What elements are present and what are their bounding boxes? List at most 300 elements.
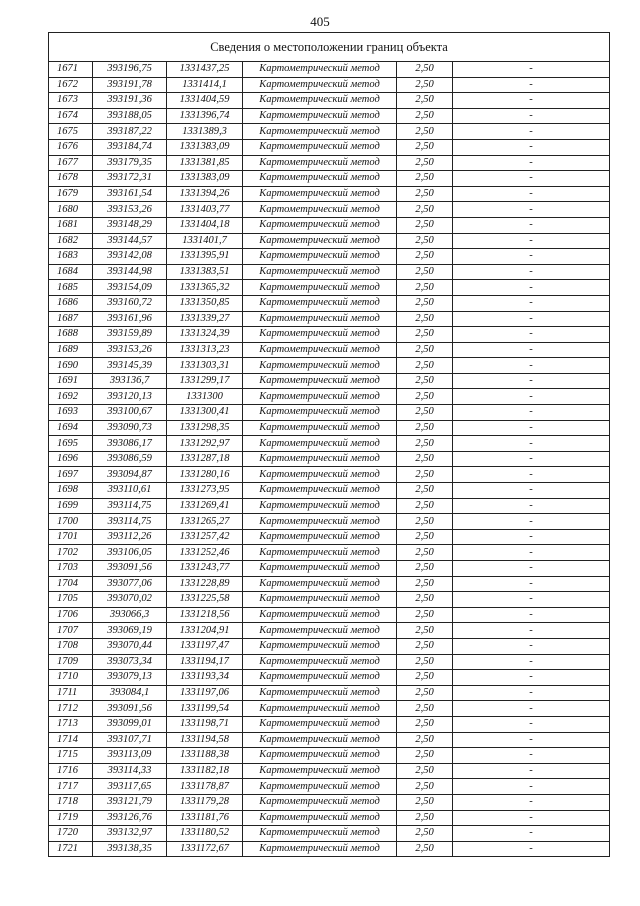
description-cell: - xyxy=(453,420,610,436)
accuracy-cell: 2,50 xyxy=(397,77,453,93)
method-cell: Картометрический метод xyxy=(243,373,397,389)
table-row xyxy=(49,841,610,857)
accuracy-cell: 2,50 xyxy=(397,810,453,826)
method-cell: Картометрический метод xyxy=(243,670,397,686)
accuracy-cell: 2,50 xyxy=(397,420,453,436)
description-cell: - xyxy=(453,654,610,670)
accuracy-cell: 2,50 xyxy=(397,670,453,686)
method-cell: Картометрический метод xyxy=(243,280,397,296)
point-number-cell: 1682 xyxy=(49,233,93,249)
x-coordinate-cell: 393112,26 xyxy=(93,529,167,545)
x-coordinate-cell: 393136,7 xyxy=(93,373,167,389)
table-row xyxy=(49,576,610,592)
accuracy-cell: 2,50 xyxy=(397,529,453,545)
method-cell: Картометрический метод xyxy=(243,358,397,374)
table-row xyxy=(49,670,610,686)
description-cell: - xyxy=(453,186,610,202)
y-coordinate-cell: 1331280,16 xyxy=(167,467,243,483)
description-cell: - xyxy=(453,529,610,545)
method-cell: Картометрический метод xyxy=(243,327,397,343)
accuracy-cell: 2,50 xyxy=(397,607,453,623)
point-number-cell: 1709 xyxy=(49,654,93,670)
table-row xyxy=(49,826,610,842)
y-coordinate-cell: 1331350,85 xyxy=(167,295,243,311)
method-cell: Картометрический метод xyxy=(243,171,397,187)
x-coordinate-cell: 393172,31 xyxy=(93,171,167,187)
accuracy-cell: 2,50 xyxy=(397,451,453,467)
y-coordinate-cell: 1331179,28 xyxy=(167,794,243,810)
description-cell: - xyxy=(453,389,610,405)
table-row xyxy=(49,217,610,233)
table-body xyxy=(49,62,610,857)
table-row xyxy=(49,264,610,280)
description-cell: - xyxy=(453,716,610,732)
table-row xyxy=(49,93,610,109)
accuracy-cell: 2,50 xyxy=(397,342,453,358)
table-row xyxy=(49,436,610,452)
method-cell: Картометрический метод xyxy=(243,623,397,639)
y-coordinate-cell: 1331194,58 xyxy=(167,732,243,748)
x-coordinate-cell: 393191,78 xyxy=(93,77,167,93)
accuracy-cell: 2,50 xyxy=(397,467,453,483)
table-title-row xyxy=(49,33,610,62)
y-coordinate-cell: 1331257,42 xyxy=(167,529,243,545)
table-row xyxy=(49,794,610,810)
accuracy-cell: 2,50 xyxy=(397,389,453,405)
table-row xyxy=(49,327,610,343)
x-coordinate-cell: 393117,65 xyxy=(93,779,167,795)
y-coordinate-cell: 1331299,17 xyxy=(167,373,243,389)
accuracy-cell: 2,50 xyxy=(397,732,453,748)
description-cell: - xyxy=(453,576,610,592)
method-cell: Картометрический метод xyxy=(243,592,397,608)
table-row xyxy=(49,280,610,296)
accuracy-cell: 2,50 xyxy=(397,358,453,374)
description-cell: - xyxy=(453,483,610,499)
point-number-cell: 1717 xyxy=(49,779,93,795)
accuracy-cell: 2,50 xyxy=(397,373,453,389)
method-cell: Картометрический метод xyxy=(243,638,397,654)
description-cell: - xyxy=(453,498,610,514)
y-coordinate-cell: 1331437,25 xyxy=(167,62,243,78)
y-coordinate-cell: 1331204,91 xyxy=(167,623,243,639)
x-coordinate-cell: 393086,59 xyxy=(93,451,167,467)
table-row xyxy=(49,467,610,483)
description-cell: - xyxy=(453,545,610,561)
accuracy-cell: 2,50 xyxy=(397,186,453,202)
method-cell: Картометрический метод xyxy=(243,779,397,795)
accuracy-cell: 2,50 xyxy=(397,311,453,327)
point-number-cell: 1703 xyxy=(49,561,93,577)
description-cell: - xyxy=(453,77,610,93)
description-cell: - xyxy=(453,685,610,701)
x-coordinate-cell: 393090,73 xyxy=(93,420,167,436)
table-row xyxy=(49,202,610,218)
x-coordinate-cell: 393144,57 xyxy=(93,233,167,249)
method-cell: Картометрический метод xyxy=(243,77,397,93)
y-coordinate-cell: 1331365,32 xyxy=(167,280,243,296)
x-coordinate-cell: 393070,44 xyxy=(93,638,167,654)
point-number-cell: 1693 xyxy=(49,405,93,421)
description-cell: - xyxy=(453,514,610,530)
accuracy-cell: 2,50 xyxy=(397,171,453,187)
y-coordinate-cell: 1331265,27 xyxy=(167,514,243,530)
y-coordinate-cell: 1331178,87 xyxy=(167,779,243,795)
x-coordinate-cell: 393132,97 xyxy=(93,826,167,842)
accuracy-cell: 2,50 xyxy=(397,202,453,218)
method-cell: Картометрический метод xyxy=(243,529,397,545)
table-row xyxy=(49,405,610,421)
y-coordinate-cell: 1331324,39 xyxy=(167,327,243,343)
description-cell: - xyxy=(453,62,610,78)
table-row xyxy=(49,358,610,374)
method-cell: Картометрический метод xyxy=(243,139,397,155)
table-row xyxy=(49,233,610,249)
x-coordinate-cell: 393187,22 xyxy=(93,124,167,140)
y-coordinate-cell: 1331287,18 xyxy=(167,451,243,467)
y-coordinate-cell: 1331339,27 xyxy=(167,311,243,327)
x-coordinate-cell: 393188,05 xyxy=(93,108,167,124)
y-coordinate-cell: 1331404,59 xyxy=(167,93,243,109)
table-row xyxy=(49,62,610,78)
method-cell: Картометрический метод xyxy=(243,389,397,405)
description-cell: - xyxy=(453,467,610,483)
table-row xyxy=(49,483,610,499)
method-cell: Картометрический метод xyxy=(243,436,397,452)
point-number-cell: 1683 xyxy=(49,249,93,265)
accuracy-cell: 2,50 xyxy=(397,280,453,296)
description-cell: - xyxy=(453,202,610,218)
table-row xyxy=(49,373,610,389)
table-row xyxy=(49,810,610,826)
x-coordinate-cell: 393144,98 xyxy=(93,264,167,280)
method-cell: Картометрический метод xyxy=(243,233,397,249)
point-number-cell: 1695 xyxy=(49,436,93,452)
method-cell: Картометрический метод xyxy=(243,420,397,436)
x-coordinate-cell: 393069,19 xyxy=(93,623,167,639)
method-cell: Картометрический метод xyxy=(243,607,397,623)
description-cell: - xyxy=(453,124,610,140)
point-number-cell: 1692 xyxy=(49,389,93,405)
accuracy-cell: 2,50 xyxy=(397,217,453,233)
y-coordinate-cell: 1331313,23 xyxy=(167,342,243,358)
y-coordinate-cell: 1331198,71 xyxy=(167,716,243,732)
table-row xyxy=(49,732,610,748)
table-row xyxy=(49,124,610,140)
accuracy-cell: 2,50 xyxy=(397,592,453,608)
point-number-cell: 1696 xyxy=(49,451,93,467)
accuracy-cell: 2,50 xyxy=(397,327,453,343)
method-cell: Картометрический метод xyxy=(243,217,397,233)
table-row xyxy=(49,389,610,405)
boundary-coordinates-table xyxy=(48,32,610,857)
x-coordinate-cell: 393073,34 xyxy=(93,654,167,670)
table-row xyxy=(49,545,610,561)
x-coordinate-cell: 393077,06 xyxy=(93,576,167,592)
y-coordinate-cell: 1331403,77 xyxy=(167,202,243,218)
point-number-cell: 1684 xyxy=(49,264,93,280)
description-cell: - xyxy=(453,623,610,639)
point-number-cell: 1719 xyxy=(49,810,93,826)
point-number-cell: 1712 xyxy=(49,701,93,717)
table-row xyxy=(49,638,610,654)
x-coordinate-cell: 393107,71 xyxy=(93,732,167,748)
method-cell: Картометрический метод xyxy=(243,249,397,265)
method-cell: Картометрический метод xyxy=(243,483,397,499)
method-cell: Картометрический метод xyxy=(243,810,397,826)
point-number-cell: 1677 xyxy=(49,155,93,171)
method-cell: Картометрический метод xyxy=(243,451,397,467)
accuracy-cell: 2,50 xyxy=(397,701,453,717)
method-cell: Картометрический метод xyxy=(243,514,397,530)
x-coordinate-cell: 393114,33 xyxy=(93,763,167,779)
accuracy-cell: 2,50 xyxy=(397,155,453,171)
point-number-cell: 1694 xyxy=(49,420,93,436)
y-coordinate-cell: 1331182,18 xyxy=(167,763,243,779)
point-number-cell: 1688 xyxy=(49,327,93,343)
point-number-cell: 1708 xyxy=(49,638,93,654)
y-coordinate-cell: 1331172,67 xyxy=(167,841,243,857)
method-cell: Картометрический метод xyxy=(243,311,397,327)
description-cell: - xyxy=(453,638,610,654)
y-coordinate-cell: 1331394,26 xyxy=(167,186,243,202)
x-coordinate-cell: 393121,79 xyxy=(93,794,167,810)
table-row xyxy=(49,420,610,436)
table-row xyxy=(49,779,610,795)
accuracy-cell: 2,50 xyxy=(397,794,453,810)
y-coordinate-cell: 1331252,46 xyxy=(167,545,243,561)
description-cell: - xyxy=(453,592,610,608)
description-cell: - xyxy=(453,327,610,343)
accuracy-cell: 2,50 xyxy=(397,436,453,452)
table-row xyxy=(49,514,610,530)
x-coordinate-cell: 393184,74 xyxy=(93,139,167,155)
y-coordinate-cell: 1331273,95 xyxy=(167,483,243,499)
table-row xyxy=(49,529,610,545)
accuracy-cell: 2,50 xyxy=(397,748,453,764)
description-cell: - xyxy=(453,295,610,311)
description-cell: - xyxy=(453,405,610,421)
point-number-cell: 1704 xyxy=(49,576,93,592)
point-number-cell: 1686 xyxy=(49,295,93,311)
description-cell: - xyxy=(453,841,610,857)
table-row xyxy=(49,155,610,171)
method-cell: Картометрический метод xyxy=(243,654,397,670)
method-cell: Картометрический метод xyxy=(243,264,397,280)
y-coordinate-cell: 1331383,09 xyxy=(167,139,243,155)
y-coordinate-cell: 1331197,06 xyxy=(167,685,243,701)
table-row xyxy=(49,249,610,265)
method-cell: Картометрический метод xyxy=(243,62,397,78)
y-coordinate-cell: 1331181,76 xyxy=(167,810,243,826)
point-number-cell: 1672 xyxy=(49,77,93,93)
description-cell: - xyxy=(453,763,610,779)
point-number-cell: 1679 xyxy=(49,186,93,202)
point-number-cell: 1687 xyxy=(49,311,93,327)
point-number-cell: 1718 xyxy=(49,794,93,810)
description-cell: - xyxy=(453,311,610,327)
method-cell: Картометрический метод xyxy=(243,732,397,748)
accuracy-cell: 2,50 xyxy=(397,498,453,514)
x-coordinate-cell: 393196,75 xyxy=(93,62,167,78)
point-number-cell: 1690 xyxy=(49,358,93,374)
description-cell: - xyxy=(453,794,610,810)
description-cell: - xyxy=(453,233,610,249)
accuracy-cell: 2,50 xyxy=(397,295,453,311)
y-coordinate-cell: 1331298,35 xyxy=(167,420,243,436)
method-cell: Картометрический метод xyxy=(243,295,397,311)
x-coordinate-cell: 393114,75 xyxy=(93,514,167,530)
x-coordinate-cell: 393066,3 xyxy=(93,607,167,623)
x-coordinate-cell: 393126,76 xyxy=(93,810,167,826)
y-coordinate-cell: 1331180,52 xyxy=(167,826,243,842)
point-number-cell: 1702 xyxy=(49,545,93,561)
point-number-cell: 1685 xyxy=(49,280,93,296)
x-coordinate-cell: 393191,36 xyxy=(93,93,167,109)
x-coordinate-cell: 393079,13 xyxy=(93,670,167,686)
x-coordinate-cell: 393114,75 xyxy=(93,498,167,514)
point-number-cell: 1675 xyxy=(49,124,93,140)
y-coordinate-cell: 1331188,38 xyxy=(167,748,243,764)
point-number-cell: 1676 xyxy=(49,139,93,155)
accuracy-cell: 2,50 xyxy=(397,483,453,499)
point-number-cell: 1689 xyxy=(49,342,93,358)
x-coordinate-cell: 393148,29 xyxy=(93,217,167,233)
table-row xyxy=(49,311,610,327)
description-cell: - xyxy=(453,108,610,124)
x-coordinate-cell: 393094,87 xyxy=(93,467,167,483)
point-number-cell: 1698 xyxy=(49,483,93,499)
point-number-cell: 1711 xyxy=(49,685,93,701)
accuracy-cell: 2,50 xyxy=(397,139,453,155)
y-coordinate-cell: 1331414,1 xyxy=(167,77,243,93)
y-coordinate-cell: 1331300,41 xyxy=(167,405,243,421)
table-row xyxy=(49,171,610,187)
y-coordinate-cell: 1331193,34 xyxy=(167,670,243,686)
description-cell: - xyxy=(453,701,610,717)
description-cell: - xyxy=(453,358,610,374)
y-coordinate-cell: 1331292,97 xyxy=(167,436,243,452)
table-row xyxy=(49,654,610,670)
method-cell: Картометрический метод xyxy=(243,576,397,592)
y-coordinate-cell: 1331228,89 xyxy=(167,576,243,592)
x-coordinate-cell: 393091,56 xyxy=(93,561,167,577)
table-row xyxy=(49,716,610,732)
description-cell: - xyxy=(453,342,610,358)
point-number-cell: 1678 xyxy=(49,171,93,187)
x-coordinate-cell: 393142,08 xyxy=(93,249,167,265)
table-row xyxy=(49,498,610,514)
method-cell: Картометрический метод xyxy=(243,342,397,358)
table-title: Сведения о местоположении границ объекта xyxy=(49,33,610,62)
table-row xyxy=(49,607,610,623)
method-cell: Картометрический метод xyxy=(243,155,397,171)
method-cell: Картометрический метод xyxy=(243,716,397,732)
point-number-cell: 1720 xyxy=(49,826,93,842)
table-row xyxy=(49,748,610,764)
description-cell: - xyxy=(453,93,610,109)
x-coordinate-cell: 393153,26 xyxy=(93,342,167,358)
point-number-cell: 1706 xyxy=(49,607,93,623)
description-cell: - xyxy=(453,451,610,467)
method-cell: Картометрический метод xyxy=(243,108,397,124)
method-cell: Картометрический метод xyxy=(243,467,397,483)
y-coordinate-cell: 1331303,31 xyxy=(167,358,243,374)
description-cell: - xyxy=(453,436,610,452)
accuracy-cell: 2,50 xyxy=(397,233,453,249)
accuracy-cell: 2,50 xyxy=(397,576,453,592)
accuracy-cell: 2,50 xyxy=(397,108,453,124)
x-coordinate-cell: 393110,61 xyxy=(93,483,167,499)
point-number-cell: 1701 xyxy=(49,529,93,545)
y-coordinate-cell: 1331383,51 xyxy=(167,264,243,280)
accuracy-cell: 2,50 xyxy=(397,514,453,530)
x-coordinate-cell: 393091,56 xyxy=(93,701,167,717)
description-cell: - xyxy=(453,264,610,280)
x-coordinate-cell: 393070,02 xyxy=(93,592,167,608)
description-cell: - xyxy=(453,748,610,764)
point-number-cell: 1697 xyxy=(49,467,93,483)
x-coordinate-cell: 393154,09 xyxy=(93,280,167,296)
method-cell: Картометрический метод xyxy=(243,405,397,421)
table-row xyxy=(49,342,610,358)
table-row xyxy=(49,685,610,701)
method-cell: Картометрический метод xyxy=(243,794,397,810)
method-cell: Картометрический метод xyxy=(243,498,397,514)
point-number-cell: 1721 xyxy=(49,841,93,857)
accuracy-cell: 2,50 xyxy=(397,545,453,561)
description-cell: - xyxy=(453,779,610,795)
accuracy-cell: 2,50 xyxy=(397,685,453,701)
x-coordinate-cell: 393099,01 xyxy=(93,716,167,732)
accuracy-cell: 2,50 xyxy=(397,716,453,732)
method-cell: Картометрический метод xyxy=(243,93,397,109)
method-cell: Картометрический метод xyxy=(243,124,397,140)
method-cell: Картометрический метод xyxy=(243,701,397,717)
description-cell: - xyxy=(453,810,610,826)
x-coordinate-cell: 393120,13 xyxy=(93,389,167,405)
y-coordinate-cell: 1331269,41 xyxy=(167,498,243,514)
accuracy-cell: 2,50 xyxy=(397,561,453,577)
y-coordinate-cell: 1331300 xyxy=(167,389,243,405)
point-number-cell: 1691 xyxy=(49,373,93,389)
y-coordinate-cell: 1331381,85 xyxy=(167,155,243,171)
accuracy-cell: 2,50 xyxy=(397,93,453,109)
x-coordinate-cell: 393113,09 xyxy=(93,748,167,764)
table-row xyxy=(49,139,610,155)
accuracy-cell: 2,50 xyxy=(397,763,453,779)
table-row xyxy=(49,77,610,93)
y-coordinate-cell: 1331401,7 xyxy=(167,233,243,249)
accuracy-cell: 2,50 xyxy=(397,638,453,654)
accuracy-cell: 2,50 xyxy=(397,124,453,140)
accuracy-cell: 2,50 xyxy=(397,654,453,670)
table-row xyxy=(49,108,610,124)
x-coordinate-cell: 393138,35 xyxy=(93,841,167,857)
y-coordinate-cell: 1331395,91 xyxy=(167,249,243,265)
point-number-cell: 1700 xyxy=(49,514,93,530)
description-cell: - xyxy=(453,561,610,577)
description-cell: - xyxy=(453,280,610,296)
point-number-cell: 1715 xyxy=(49,748,93,764)
x-coordinate-cell: 393145,39 xyxy=(93,358,167,374)
page-number: 405 xyxy=(310,14,330,29)
x-coordinate-cell: 393086,17 xyxy=(93,436,167,452)
point-number-cell: 1699 xyxy=(49,498,93,514)
accuracy-cell: 2,50 xyxy=(397,264,453,280)
table-row xyxy=(49,295,610,311)
method-cell: Картометрический метод xyxy=(243,763,397,779)
